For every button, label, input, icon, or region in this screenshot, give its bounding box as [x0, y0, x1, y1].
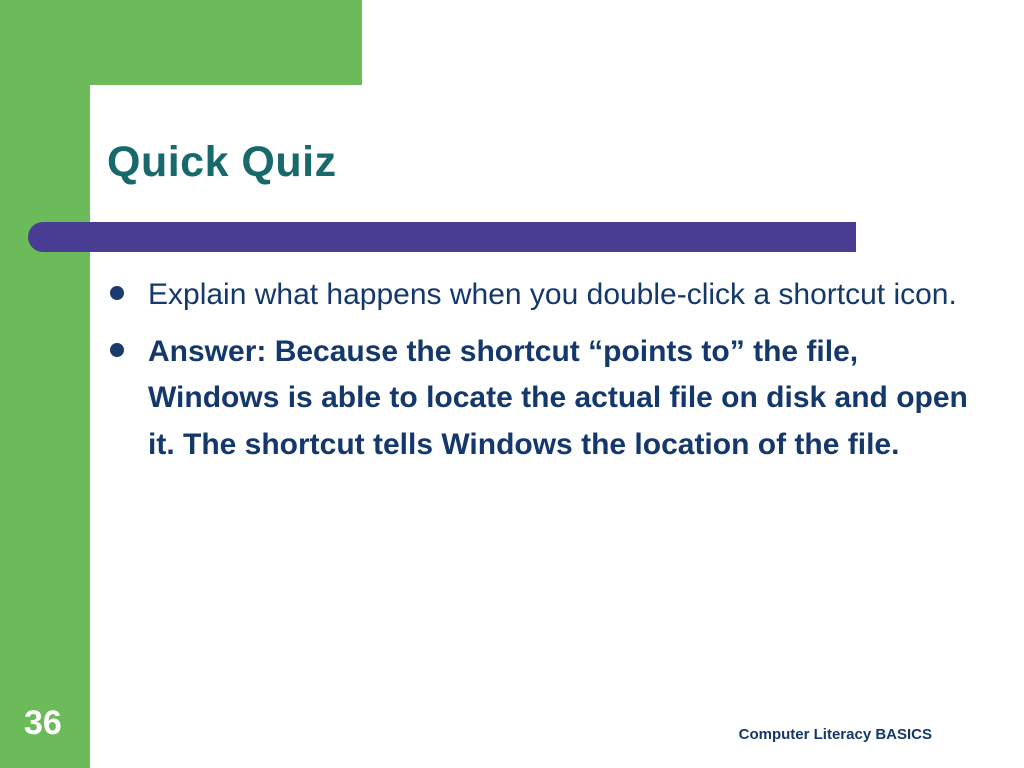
title-divider-bar: [28, 222, 856, 252]
left-green-band: [0, 0, 90, 768]
top-green-block: [90, 0, 362, 85]
bullet-dot-icon: [110, 343, 124, 357]
list-item: [104, 329, 974, 469]
list-item-text: Answer: Because the shortcut “points to” the file, Windows is able to locate the actual file on disk and open it. The shortcut tells Windows the location of the file.: [148, 334, 968, 461]
bullet-list: [104, 272, 974, 478]
page-title: Quick Quiz: [107, 138, 337, 186]
footer-credit: Computer Literacy BASICS: [738, 726, 932, 743]
list-item: [104, 272, 974, 319]
bullet-dot-icon: [110, 286, 124, 300]
list-item-text: Explain what happens when you double-click a shortcut icon.: [148, 278, 957, 311]
slide-number: 36: [24, 704, 62, 742]
